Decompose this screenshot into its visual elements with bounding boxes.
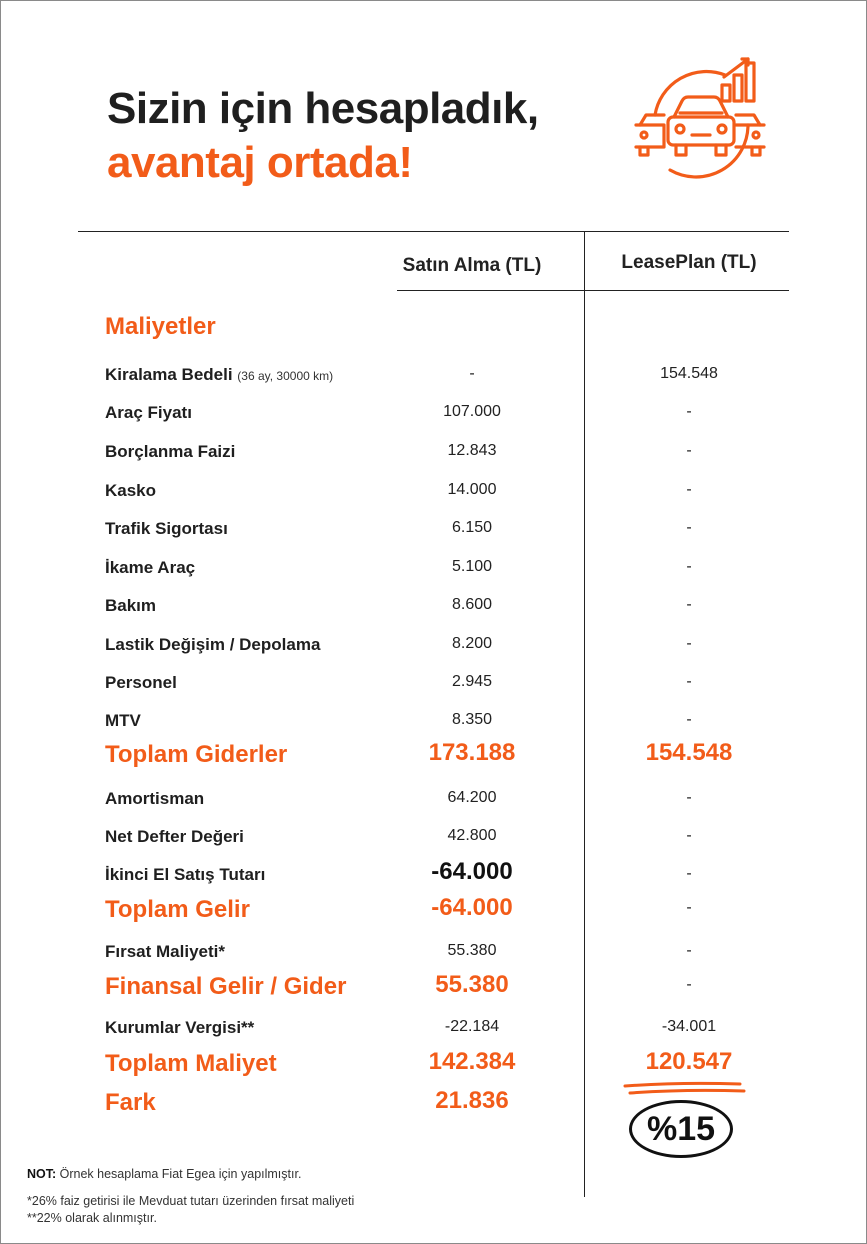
column-header-purchase: Satın Alma (TL): [402, 255, 542, 276]
table-row: [0, 937, 867, 967]
row-value-leaseplan: 154.548: [660, 365, 718, 382]
row-value-leaseplan: -: [686, 673, 692, 690]
row-value-leaseplan: -: [686, 899, 692, 916]
table-row: [0, 1013, 867, 1043]
total-row-financial: [0, 973, 867, 1003]
row-value-purchase: -: [469, 365, 475, 382]
row-value-purchase: 2.945: [451, 673, 493, 690]
row-label: Toplam Giderler: [105, 741, 288, 768]
table-row: [0, 784, 867, 814]
row-value-purchase: 8.350: [451, 711, 493, 728]
row-value-leaseplan: -: [686, 865, 692, 882]
row-value-purchase: 12.843: [447, 442, 497, 459]
column-header-leaseplan: LeasePlan (TL): [621, 252, 757, 273]
table-row: [0, 514, 867, 544]
row-value-leaseplan: -: [686, 596, 692, 613]
row-value-leaseplan: -: [686, 711, 692, 728]
row-value-purchase: 14.000: [447, 481, 497, 498]
row-value-leaseplan: -: [686, 827, 692, 844]
row-value-purchase: 5.100: [451, 558, 493, 575]
row-value-leaseplan: -: [686, 789, 692, 806]
table-top-rule: [78, 231, 789, 232]
table-row: [0, 706, 867, 736]
row-value-purchase: 21.836: [435, 1087, 509, 1114]
page-title: [107, 82, 539, 190]
row-value-leaseplan: 120.547: [645, 1048, 733, 1075]
row-value-purchase: 173.188: [428, 739, 516, 766]
row-value-leaseplan: -: [686, 942, 692, 959]
footnotes: [27, 1166, 567, 1227]
row-label: Personel: [105, 673, 177, 692]
row-value-leaseplan: -: [686, 976, 692, 993]
row-value-leaseplan: -: [686, 481, 692, 498]
row-value-purchase: 142.384: [428, 1048, 516, 1075]
row-value-purchase: 6.150: [451, 519, 493, 536]
row-value-leaseplan: -: [686, 403, 692, 420]
row-label: Toplam Gelir: [105, 896, 250, 923]
row-value-leaseplan: -34.001: [661, 1018, 717, 1035]
row-label: Borçlanma Faizi: [105, 442, 236, 461]
row-label: Bakım: [105, 596, 157, 615]
row-value-purchase: -22.184: [444, 1018, 500, 1035]
row-value-leaseplan: -: [686, 558, 692, 575]
row-value-leaseplan: 154.548: [645, 739, 733, 766]
row-label: Finansal Gelir / Gider: [105, 973, 347, 1000]
row-label: İkame Araç: [105, 558, 196, 577]
row-value-purchase: -64.000: [431, 894, 513, 921]
row-value-purchase: 42.800: [447, 827, 497, 844]
table-row: [0, 360, 867, 390]
footnote-note: NOT: Örnek hesaplama Fiat Egea için yapılmıştır.: [27, 1167, 302, 1181]
row-label: MTV: [105, 711, 141, 730]
row-value-purchase: 8.600: [451, 596, 493, 613]
row-label: Kasko: [105, 481, 157, 500]
row-value-purchase: 55.380: [447, 942, 497, 959]
table-row: [0, 668, 867, 698]
total-row-cost: [0, 1050, 867, 1080]
table-row: [0, 398, 867, 428]
row-value-purchase: 107.000: [443, 403, 501, 420]
table-row: [0, 476, 867, 506]
table-row: [0, 822, 867, 852]
row-note: (36 ay, 30000 km): [237, 369, 334, 383]
row-label: Trafik Sigortası: [105, 519, 228, 538]
row-value-leaseplan: -: [686, 519, 692, 536]
footnote-line: **22% olarak alınmıştır.: [27, 1211, 157, 1225]
row-label: Kurumlar Vergisi**: [105, 1018, 255, 1037]
total-row-income: [0, 896, 867, 926]
section-title: Maliyetler: [105, 313, 216, 340]
table-row: [0, 860, 867, 890]
table-row: [0, 591, 867, 621]
row-value-leaseplan: -: [686, 635, 692, 652]
row-value-purchase: 64.200: [447, 789, 497, 806]
savings-percent-badge: %15: [629, 1100, 733, 1158]
table-row: [0, 437, 867, 467]
row-label: Araç Fiyatı: [105, 403, 192, 422]
highlight-underline: [620, 1080, 750, 1100]
row-label: Fark: [105, 1089, 156, 1116]
row-label: Lastik Değişim / Depolama: [105, 635, 321, 654]
table-row: [0, 630, 867, 660]
row-value-leaseplan: -: [686, 442, 692, 459]
row-label: Net Defter Değeri: [105, 827, 244, 846]
row-label: Toplam Maliyet: [105, 1050, 277, 1077]
title-line-2: avantaj ortada!: [107, 138, 413, 187]
total-row-expenses: [0, 741, 867, 771]
row-value-purchase: 8.200: [451, 635, 493, 652]
footnote-line: *26% faiz getirisi ile Mevduat tutarı üzerinden fırsat maliyeti: [27, 1194, 355, 1208]
row-value-purchase: 55.380: [435, 971, 509, 998]
row-value-purchase: -64.000: [431, 858, 513, 885]
row-label: İkinci El Satış Tutarı: [105, 865, 266, 884]
row-label: Fırsat Maliyeti*: [105, 942, 225, 961]
table-row: [0, 553, 867, 583]
table-header-rule: [397, 290, 789, 291]
row-label: Kiralama Bedeli (36 ay, 30000 km): [105, 365, 334, 384]
title-line-1: Sizin için hesapladık,: [107, 84, 539, 133]
car-growth-icon: [630, 55, 770, 185]
row-label: Amortisman: [105, 789, 205, 808]
